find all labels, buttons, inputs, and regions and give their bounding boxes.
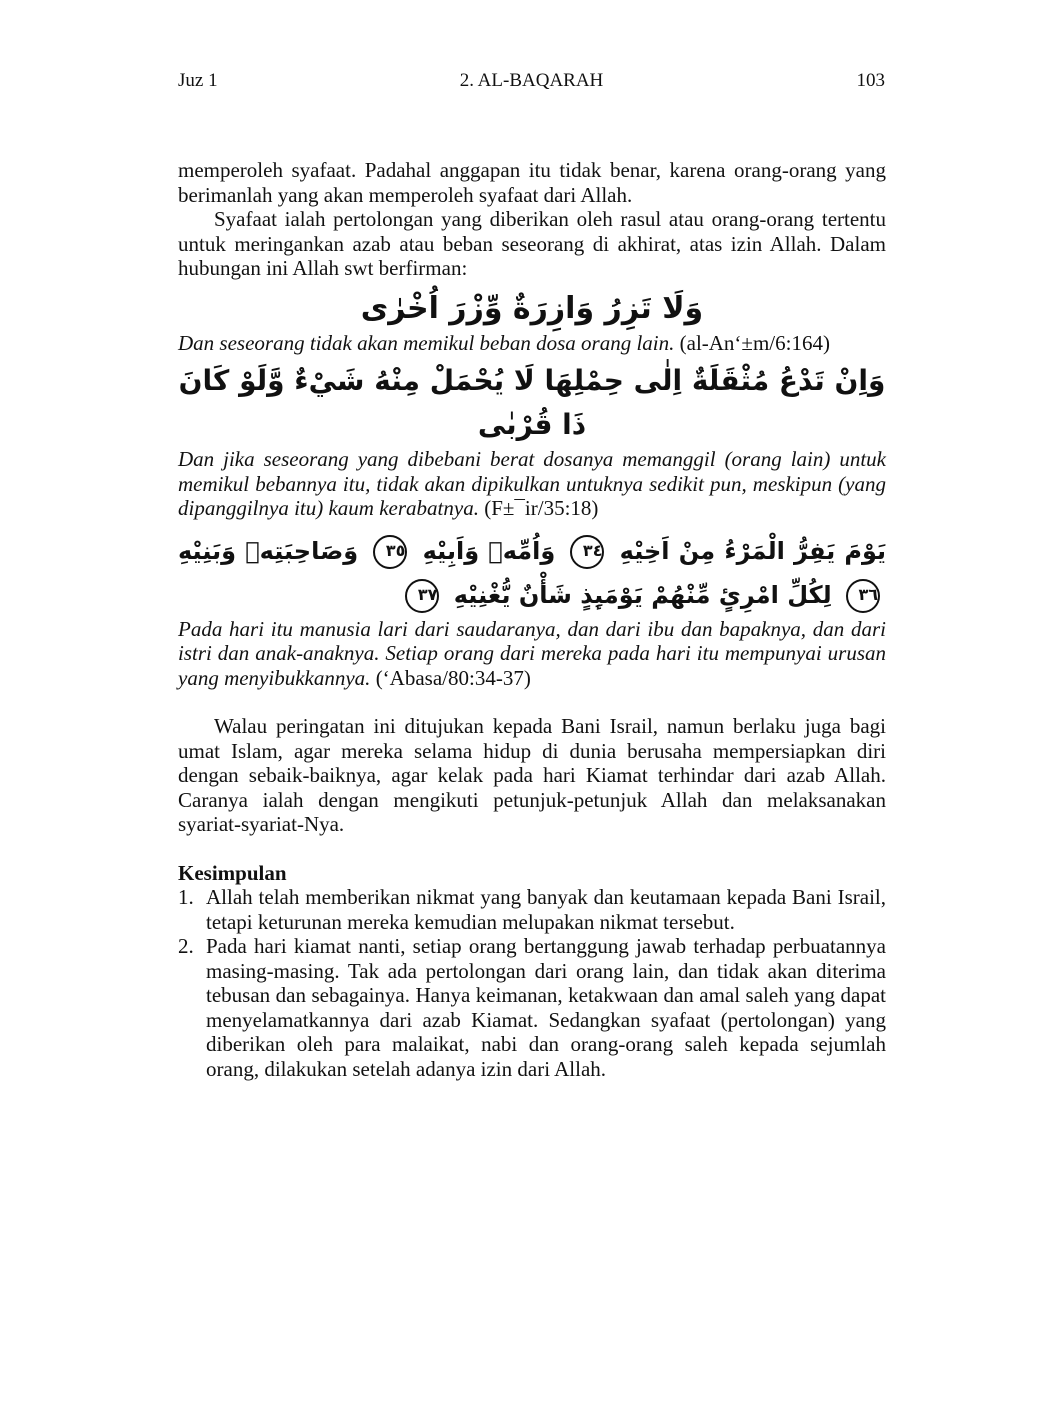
paragraph-syafaat: Syafaat ialah pertolongan yang diberikan oleh rasul atau orang-orang tertentu untuk meringankan azab atau beban seseorang di akhirat, atas izin Allah. Dalam hubungan ini Allah swt berfirman: xyxy=(178,207,886,280)
paragraph-warning: Walau peringatan ini ditujukan kepada Bani Israil, namun berlaku juga bagi umat Islam, agar mereka selama hidup di dunia berusaha mempersiapkan diri dengan sebaik-baiknya, agar kelak pada hari Kiamat terhindar dari azab Allah. Caranya ialah dengan mengikuti petunjuk-petunjuk Allah dan melaksanakan syariat-syariat-Nya. xyxy=(178,714,886,836)
list-text: Allah telah memberikan nikmat yang banyak dan keutamaan kepada Bani Israil, tetapi keturunan mereka kemudian melupakan nikmat tersebut. xyxy=(206,885,886,934)
list-number: 2. xyxy=(178,934,194,958)
translation-text: Dan seseorang tidak akan memikul beban dosa orang lain. xyxy=(178,330,675,355)
arabic-verse-anam: وَلَا تَزِرُ وَازِرَةٌ وِّزْرَ اُخْرٰى xyxy=(360,290,704,326)
arabic-segment: وَاُمِّهٖ وَاَبِيْهِ xyxy=(422,536,556,565)
list-item xyxy=(178,934,886,1081)
page-number: 103 xyxy=(856,70,885,91)
arabic-segment: وَصَاحِبَتِهٖ وَبَنِيْهِ xyxy=(178,536,359,565)
ayah-number-marker: ٣٤ xyxy=(570,535,604,569)
verse-reference: (al-An‘±m/6:164) xyxy=(679,330,830,355)
ayah-number-marker: ٣٧ xyxy=(405,579,439,613)
translation-text: Dan jika seseorang yang dibebani berat dosanya memanggil (orang lain) untuk memikul bebannya itu, tidak akan dipikulkan untuknya sedikit pun, meskipun (yang dipanggilnya itu) kaum kerabatnya. xyxy=(178,447,886,520)
page-header xyxy=(178,70,885,100)
paragraph-continued: memperoleh syafaat. Padahal anggapan itu tidak benar, karena orang-orang yang berimanlah yang akan memperoleh syafaat dari Allah. xyxy=(178,158,886,207)
list-text: Pada hari kiamat nanti, setiap orang bertanggung jawab terhadap perbuatannya masing-masing. Tak ada pertolongan dari orang lain, dan tidak akan diterima tebusan dan sebagainya. Hanya keimanan, ketakwaan dan amal saleh yang dapat menyelamatkannya dari azab Kiamat. Sedangkan syafaat (pertolongan) yang diberikan oleh para malaikat, nabi dan orang-orang saleh kepada sejumlah orang, dilakukan setelah adanya izin dari Allah. xyxy=(206,934,886,1081)
list-item xyxy=(178,885,886,934)
arabic-verse-fatir: وَاِنْ تَدْعُ مُثْقَلَةٌ اِلٰى حِمْلِهَا لَا يُحْمَلْ مِنْهُ شَيْءٌ وَّلَوْ كَانَ ذَا قُرْبٰى xyxy=(178,364,886,441)
juz-label: Juz 1 xyxy=(178,70,218,91)
verse-reference: (F±¯ir/35:18) xyxy=(484,496,599,520)
translation-text: Pada hari itu manusia lari dari saudaranya, dan dari ibu dan bapaknya, dan dari istri dan anak-anaknya. Setiap orang dari mereka pada hari itu mempunyai urusan yang menyibukkannya. xyxy=(178,616,886,690)
verse-translation-anam xyxy=(178,331,886,356)
page-body xyxy=(178,158,886,1081)
conclusion-list xyxy=(178,885,886,1081)
list-number: 1. xyxy=(178,885,194,909)
ayah-number-marker: ٣٥ xyxy=(373,535,407,569)
arabic-verse-abasa xyxy=(178,529,886,617)
arabic-segment: لِكُلِّ امْرِئٍ مِّنْهُمْ يَوْمَىِٕذٍ شَأْنٌ يُّغْنِيْهِ xyxy=(453,580,832,609)
ayah-number-marker: ٣٦ xyxy=(846,579,880,613)
arabic-segment: يَوْمَ يَفِرُّ الْمَرْءُ مِنْ اَخِيْهِ xyxy=(619,536,887,565)
conclusion-heading: Kesimpulan xyxy=(178,860,287,885)
verse-reference: (‘Abasa/80:34-37) xyxy=(375,665,531,690)
verse-translation-abasa xyxy=(178,617,886,691)
verse-translation-fatir xyxy=(178,447,886,521)
surah-title: 2. AL-BAQARAH xyxy=(459,70,604,91)
